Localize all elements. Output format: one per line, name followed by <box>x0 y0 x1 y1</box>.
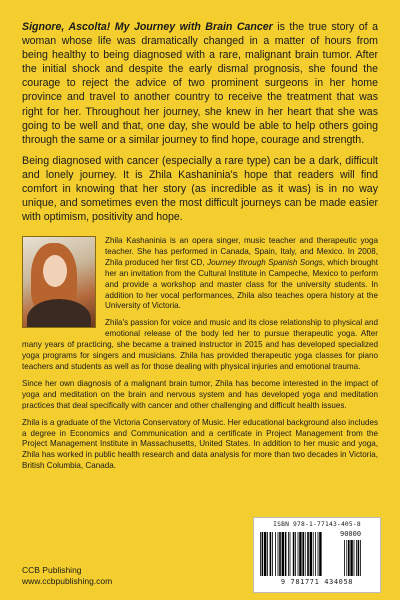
author-photo <box>22 236 96 328</box>
book-blurb <box>22 20 378 231</box>
author-bio-1-start: Zhila Kashaninia is an opera singer, music teacher and therapeutic yoga teacher. She has performed in Canada, Spain, Italy, and Mexico. In 2008, Zhila produced her first CD, <box>105 236 378 267</box>
isbn-barcode <box>253 517 381 593</box>
price-code: 90000 <box>340 530 362 538</box>
blurb-paragraph-2: Being diagnosed with cancer (especially a rare type) can be a dark, difficult and lonely journey. It is Zhila Kashaninia's hope that readers will find comfort in knowing that her story (as incredible as it was) is in no way unique, and sometimes even the most difficult journeys can be made easier with optimism, positivity and hope. <box>22 154 378 224</box>
isbn-label: ISBN 978-1-77143-405-8 <box>273 521 361 528</box>
blurb-paragraph-1 <box>22 20 378 147</box>
barcode-bars <box>260 532 374 576</box>
author-bio-paragraph-2: Zhila's passion for voice and music and its close relationship to physical and emotional release of the body led her to pursue therapeutic yoga. After many years of practicing, she became a trained instructor in 2015 and has developed specialized yoga programs for singers and musicians. Zhila has provided therapeutic yoga classes for piano teachers and students as well as for those dealing with physical injuries and emotional trauma. <box>22 318 378 371</box>
author-bio-1-end: , which brought her an invitation from the Cultural Institute in Campeche, Mexico to perform and provide a workshop and master class for the university students. In addition to her vocal performances, Zhila also teaches opera history at the University of Victoria. <box>105 257 378 311</box>
publisher-name: CCB Publishing <box>22 565 82 575</box>
author-bio-paragraph-4: Zhila is a graduate of the Victoria Conservatory of Music. Her educational background also includes a degree in Economics and Communication and a certificate in Project Management from the Project Management Institute in Massachusetts, United States. In addition to her music and yoga, Zhila has worked in public health research and data analysis for more than two decades in Victoria, British Columbia, Canada. <box>22 417 378 471</box>
blurb-paragraph-1-text: is the true story of a woman whose life was dramatically changed in a matter of hours from being healthy to being diagnosed with a rare, malignant brain tumor. After the initial shock and despite the early dismal prognosis, she found the courage to reject the advice of two prominent surgeons in her home province and travel to another country to receive the treatment that was right for her. Throughout her journey, she knew in her heart that she was going to be well and that, one day, she would be able to help others going through the same or a similar journey to find hope, courage and strength. <box>22 21 378 146</box>
author-bio <box>22 236 378 478</box>
barcode-digits: 9 781771 434058 <box>280 578 354 586</box>
book-title: Signore, Ascolta! My Journey with Brain Cancer <box>22 21 273 33</box>
publisher-url: www.ccbpublishing.com <box>22 576 113 586</box>
author-bio-paragraph-3: Since her own diagnosis of a malignant brain tumor, Zhila has become interested in the impact of yoga and meditation on the brain and nervous system and has developed yoga and meditation practices that deal specifically with cancer and other challenging and difficult health issues. <box>22 378 378 410</box>
cd-title: Journey through Spanish Songs <box>207 257 323 267</box>
publisher-info <box>22 565 112 587</box>
